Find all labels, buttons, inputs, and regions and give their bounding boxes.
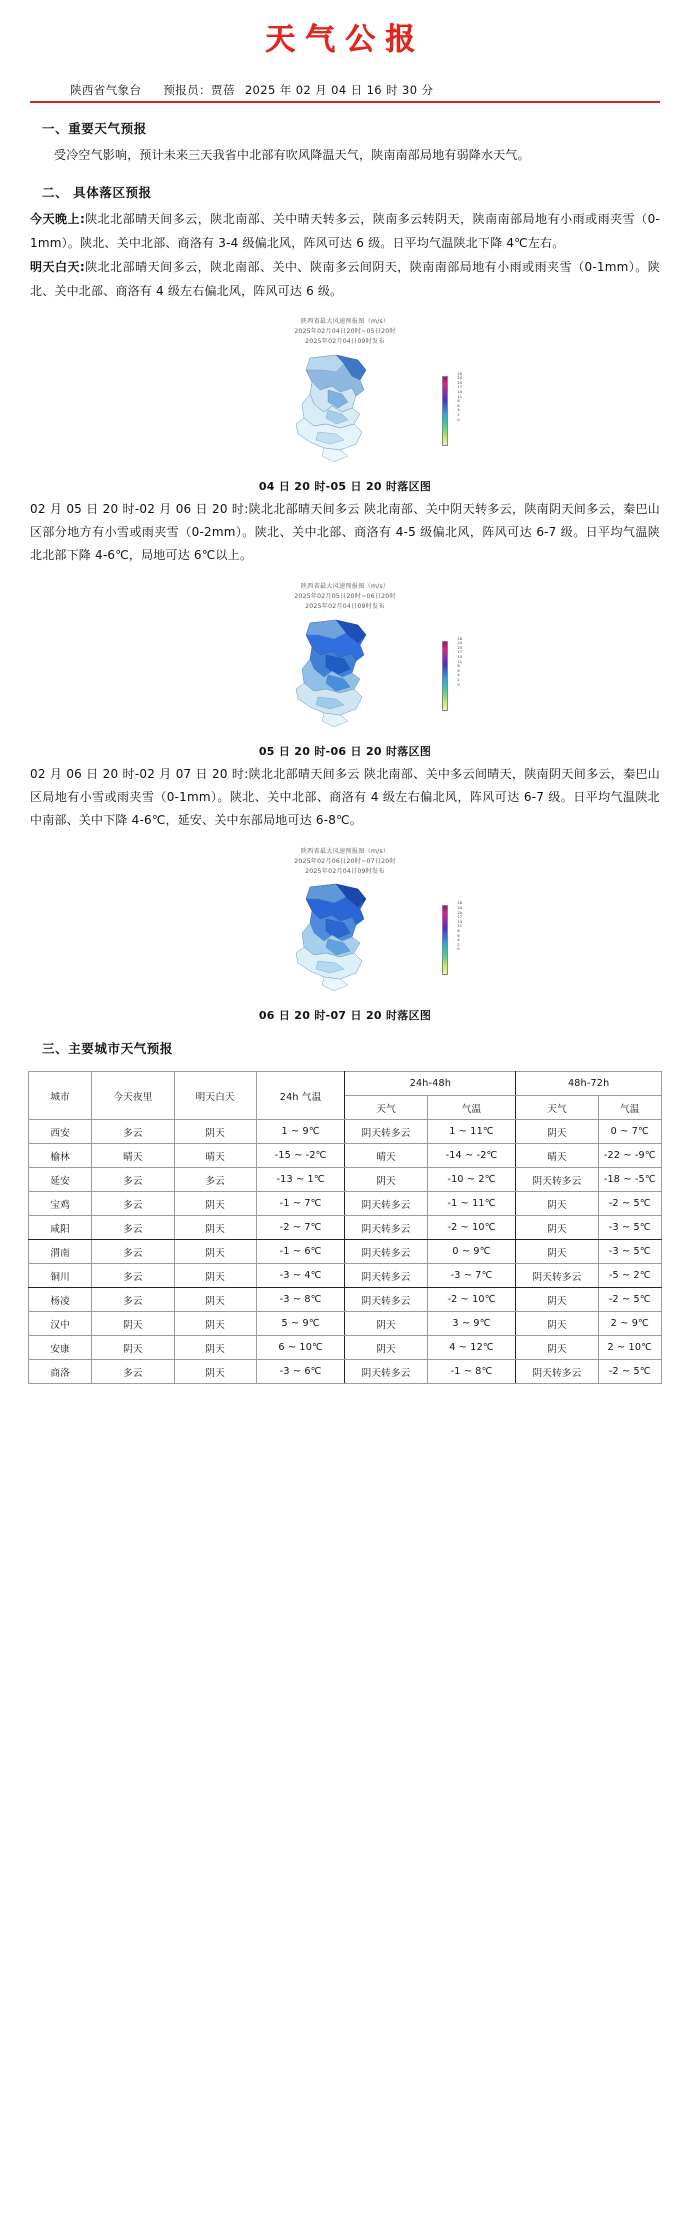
cell-tomorrow-weather: 晴天: [174, 1144, 256, 1168]
cell-tonight-weather: 阴天: [92, 1336, 174, 1360]
cell-weather-48-72: 晴天: [516, 1144, 598, 1168]
cell-city-name: 西安: [29, 1120, 92, 1144]
cell-temp-24h: -3 ~ 6℃: [256, 1360, 345, 1384]
cell-weather-48-72: 阴天: [516, 1120, 598, 1144]
cell-weather-48-72: 阴天: [516, 1192, 598, 1216]
cell-temp-48-72: -2 ~ 5℃: [598, 1288, 661, 1312]
cell-temp-24-48: -10 ~ 2℃: [427, 1168, 516, 1192]
figure-wind-map-1: [0, 317, 690, 494]
header-48-72-temp: 气温: [598, 1096, 661, 1120]
header-24-48-temp: 气温: [427, 1096, 516, 1120]
period-tonight-text: 陕北北部晴天间多云，陕北南部、关中晴天转多云，陕南多云转阴天，陕南南部局地有小雨或雨夹雪（0-1mm）。陕北、关中北部、商洛有 3-4 级偏北风，阵风可达 6 级。日平均气温陕北下降 4℃左右。: [30, 212, 660, 250]
cell-temp-48-72: 2 ~ 9℃: [598, 1312, 661, 1336]
cell-weather-24-48: 阴天: [345, 1312, 427, 1336]
cell-temp-24h: -1 ~ 7℃: [256, 1192, 345, 1216]
cell-weather-24-48: 阴天: [345, 1336, 427, 1360]
cell-temp-48-72: -3 ~ 5℃: [598, 1240, 661, 1264]
cell-weather-48-72: 阴天转多云: [516, 1168, 598, 1192]
cell-weather-48-72: 阴天: [516, 1216, 598, 1240]
cell-temp-24-48: -3 ~ 7℃: [427, 1264, 516, 1288]
header-tomorrow-day: 明天白天: [174, 1072, 256, 1120]
shaanxi-wind-map-2: [240, 615, 462, 735]
period-tomorrow-label: 明天白天:: [30, 260, 85, 274]
header-48-72-weather: 天气: [516, 1096, 598, 1120]
cell-tonight-weather: 多云: [92, 1240, 174, 1264]
period-tomorrow-text: 陕北北部晴天间多云，陕北南部、关中、陕南多云间阴天，陕南南部局地有小雨或雨夹雪（0-1mm）。陕北、关中北部、商洛有 4 级左右偏北风，阵风可达 6 级。: [30, 260, 660, 298]
cell-temp-24-48: -1 ~ 8℃: [427, 1360, 516, 1384]
map-3-legend-ticks: 28 24 20 17 14 11 8 6 4 2 0: [457, 901, 462, 952]
cell-city-name: 铜川: [29, 1264, 92, 1288]
cell-city-name: 杨凌: [29, 1288, 92, 1312]
cell-temp-48-72: -2 ~ 5℃: [598, 1192, 661, 1216]
cell-weather-24-48: 阴天转多云: [345, 1192, 427, 1216]
cell-tomorrow-weather: 阴天: [174, 1240, 256, 1264]
page-title: 天气公报: [265, 22, 425, 57]
figure-wind-map-2: [0, 582, 690, 759]
cell-weather-48-72: 阴天: [516, 1312, 598, 1336]
cell-weather-48-72: 阴天: [516, 1288, 598, 1312]
cell-weather-48-72: 阴天: [516, 1336, 598, 1360]
cell-tonight-weather: 多云: [92, 1216, 174, 1240]
cell-tomorrow-weather: 阴天: [174, 1192, 256, 1216]
cell-temp-24h: -15 ~ -2℃: [256, 1144, 345, 1168]
cell-city-name: 汉中: [29, 1312, 92, 1336]
table-row: [29, 1144, 662, 1168]
figure-2-title-line-3: 2025年02月04日09时发布: [305, 603, 385, 611]
cell-city-name: 渭南: [29, 1240, 92, 1264]
cell-temp-24-48: -2 ~ 10℃: [427, 1288, 516, 1312]
cell-temp-24-48: -1 ~ 11℃: [427, 1192, 516, 1216]
map-1-legend-ticks: 28 24 20 17 14 11 8 6 4 2 0: [457, 371, 462, 422]
header-group-24-48: 24h-48h: [345, 1072, 516, 1096]
cell-temp-48-72: -2 ~ 5℃: [598, 1360, 661, 1384]
table-body: [29, 1120, 662, 1384]
cell-weather-24-48: 阴天转多云: [345, 1240, 427, 1264]
cell-weather-24-48: 阴天转多云: [345, 1360, 427, 1384]
cell-city-name: 宝鸡: [29, 1192, 92, 1216]
table-row: [29, 1168, 662, 1192]
figure-1-title-line-1: 陕西省最大风速预报图（m/s）: [300, 318, 390, 325]
cell-tonight-weather: 阴天: [92, 1312, 174, 1336]
section-3-heading: 三、主要城市天气预报: [42, 1041, 174, 1057]
table-head: [29, 1072, 662, 1120]
header-24h-temp: 24h 气温: [256, 1072, 345, 1120]
figure-3-title-line-2: 2025年02月06日20时~07日20时: [294, 857, 396, 865]
cell-city-name: 榆林: [29, 1144, 92, 1168]
shaanxi-province-map-svg-3: [240, 879, 450, 999]
cell-temp-24h: -13 ~ 1℃: [256, 1168, 345, 1192]
header-city: 城市: [29, 1072, 92, 1120]
cell-temp-24h: 6 ~ 10℃: [256, 1336, 345, 1360]
shaanxi-province-map-svg: [240, 350, 450, 470]
map-2-legend-gradient: [442, 641, 448, 711]
byline-rule: [30, 82, 660, 103]
header-tonight: 今天夜里: [92, 1072, 174, 1120]
cell-temp-24h: -3 ~ 4℃: [256, 1264, 345, 1288]
figure-1-title-line-2: 2025年02月04日20时~05日20时: [294, 328, 396, 336]
forecast-day2-paragraph: 02 月 05 日 20 时-02 月 06 日 20 时:陕北北部晴天间多云 陕北南部、关中阴天转多云，陕南阴天间多云，秦巴山区部分地方有小雪或雨夹雪（0-2mm）。陕北、关中北部、商洛有 4-5 级偏北风，阵风可达 6-7 级。日平均气温陕北北部下降 4-6℃，局地可达 6℃以上。: [30, 501, 660, 563]
shaanxi-wind-map-1: [240, 350, 462, 470]
table-row: [29, 1288, 662, 1312]
header-24-48-weather: 天气: [345, 1096, 427, 1120]
cell-temp-24-48: -14 ~ -2℃: [427, 1144, 516, 1168]
cell-temp-24-48: 1 ~ 11℃: [427, 1120, 516, 1144]
cell-temp-24-48: 0 ~ 9℃: [427, 1240, 516, 1264]
cell-temp-24-48: 4 ~ 12℃: [427, 1336, 516, 1360]
figure-3-title-line-1: 陕西省最大风速预报图（m/s）: [300, 847, 390, 855]
cell-temp-48-72: -3 ~ 5℃: [598, 1216, 661, 1240]
figure-wind-map-3: [0, 847, 690, 1024]
cell-temp-24h: 1 ~ 9℃: [256, 1120, 345, 1144]
byline: [30, 82, 660, 98]
cell-temp-48-72: -18 ~ -5℃: [598, 1168, 661, 1192]
city-forecast-table: [28, 1071, 662, 1384]
cell-weather-24-48: 晴天: [345, 1144, 427, 1168]
cell-tomorrow-weather: 阴天: [174, 1360, 256, 1384]
issuing-office: 陕西省气象台: [70, 83, 142, 97]
cell-tomorrow-weather: 阴天: [174, 1264, 256, 1288]
cell-tomorrow-weather: 阴天: [174, 1336, 256, 1360]
header-group-48-72: 48h-72h: [516, 1072, 662, 1096]
table-row: [29, 1216, 662, 1240]
cell-tonight-weather: 多云: [92, 1168, 174, 1192]
cell-temp-48-72: -5 ~ 2℃: [598, 1264, 661, 1288]
cell-city-name: 安康: [29, 1336, 92, 1360]
forecaster: 预报员：贾蓓: [163, 83, 235, 97]
period-tonight-label: 今天晚上:: [30, 212, 85, 226]
table-row: [29, 1360, 662, 1384]
cell-temp-48-72: 2 ~ 10℃: [598, 1336, 661, 1360]
forecast-day3-paragraph: 02 月 06 日 20 时-02 月 07 日 20 时:陕北北部晴天间多云 陕北南部、关中多云间晴天，陕南阴天间多云，秦巴山区局地有小雪或雨夹雪（0-1mm）。陕北、关中北部、商洛有 4 级左右偏北风，阵风可达 6-7 级。日平均气温陕北中南部、关中下降 4-6℃，延安、关中东部局地可达 6-8℃。: [30, 766, 660, 828]
cell-temp-48-72: 0 ~ 7℃: [598, 1120, 661, 1144]
cell-weather-24-48: 阴天: [345, 1168, 427, 1192]
section-1-paragraph: 受冷空气影响，预计未来三天我省中北部有吹风降温天气，陕南南部局地有弱降水天气。: [54, 148, 530, 162]
cell-temp-24h: 5 ~ 9℃: [256, 1312, 345, 1336]
cell-tonight-weather: 多云: [92, 1288, 174, 1312]
figure-3-caption: 06 日 20 时-07 日 20 时落区图: [258, 1009, 432, 1023]
figure-1-caption: 04 日 20 时-05 日 20 时落区图: [258, 479, 432, 493]
cell-weather-24-48: 阴天转多云: [345, 1288, 427, 1312]
cell-city-name: 咸阳: [29, 1216, 92, 1240]
cell-weather-24-48: 阴天转多云: [345, 1120, 427, 1144]
table-row: [29, 1336, 662, 1360]
table-row: [29, 1240, 662, 1264]
map-2-legend-ticks: 28 24 20 17 14 11 8 6 4 2 0: [457, 636, 462, 687]
cell-tomorrow-weather: 阴天: [174, 1216, 256, 1240]
map-3-legend-gradient: [442, 905, 448, 975]
cell-tonight-weather: 多云: [92, 1360, 174, 1384]
period-tomorrow-day: [30, 255, 660, 303]
table-row: [29, 1264, 662, 1288]
cell-temp-24h: -1 ~ 6℃: [256, 1240, 345, 1264]
cell-temp-24-48: -2 ~ 10℃: [427, 1216, 516, 1240]
table-header-row-1: [29, 1072, 662, 1096]
table-row: [29, 1312, 662, 1336]
cell-tonight-weather: 多云: [92, 1264, 174, 1288]
cell-temp-48-72: -22 ~ -9℃: [598, 1144, 661, 1168]
cell-tonight-weather: 多云: [92, 1120, 174, 1144]
section-1-heading: 一、重要天气预报: [42, 121, 147, 136]
figure-2-title-line-2: 2025年02月05日20时~06日20时: [294, 593, 396, 601]
cell-weather-24-48: 阴天转多云: [345, 1216, 427, 1240]
period-tonight: [30, 207, 660, 255]
cell-tomorrow-weather: 多云: [174, 1168, 256, 1192]
issue-time: 2025 年 02 月 04 日 16 时 30 分: [244, 83, 434, 97]
cell-temp-24h: -3 ~ 8℃: [256, 1288, 345, 1312]
cell-weather-48-72: 阴天转多云: [516, 1264, 598, 1288]
map-1-legend-gradient: [442, 376, 448, 446]
section-2-heading: 二、 具体落区预报: [42, 185, 152, 200]
figure-3-title-line-3: 2025年02月04日09时发布: [305, 868, 385, 876]
cell-tomorrow-weather: 阴天: [174, 1288, 256, 1312]
cell-city-name: 商洛: [29, 1360, 92, 1384]
cell-tonight-weather: 多云: [92, 1192, 174, 1216]
cell-weather-24-48: 阴天转多云: [345, 1264, 427, 1288]
shaanxi-province-map-svg-2: [240, 615, 450, 735]
cell-tonight-weather: 晴天: [92, 1144, 174, 1168]
cell-weather-48-72: 阴天转多云: [516, 1360, 598, 1384]
figure-2-title-line-1: 陕西省最大风速预报图（m/s）: [300, 582, 390, 590]
shaanxi-wind-map-3: [240, 879, 462, 999]
cell-temp-24h: -2 ~ 7℃: [256, 1216, 345, 1240]
city-forecast-table-wrap: [28, 1071, 662, 1384]
table-row: [29, 1192, 662, 1216]
cell-tomorrow-weather: 阴天: [174, 1120, 256, 1144]
figure-2-caption: 05 日 20 时-06 日 20 时落区图: [258, 744, 432, 758]
figure-1-title-line-3: 2025年02月04日09时发布: [305, 338, 385, 346]
cell-weather-48-72: 阴天: [516, 1240, 598, 1264]
cell-city-name: 延安: [29, 1168, 92, 1192]
cell-tomorrow-weather: 阴天: [174, 1312, 256, 1336]
table-row: [29, 1120, 662, 1144]
cell-temp-24-48: 3 ~ 9℃: [427, 1312, 516, 1336]
